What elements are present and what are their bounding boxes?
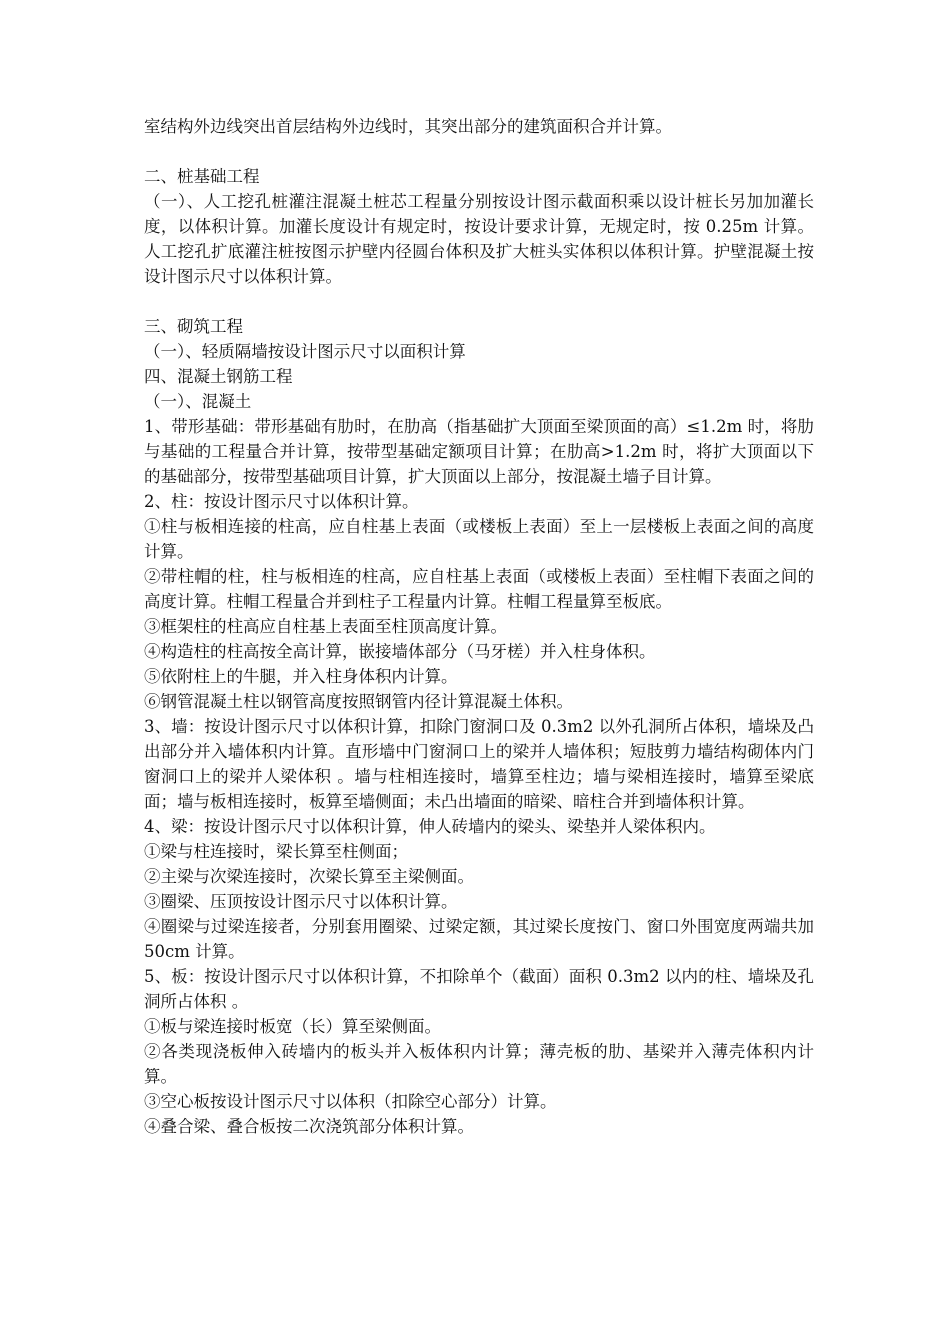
- subheading-concrete: （一）、混凝土: [144, 392, 252, 411]
- list-item-beam-2: ②主梁与次梁连接时，次梁长算至主梁侧面。: [144, 867, 474, 886]
- paragraph-light-partition: （一）、轻质隔墙按设计图示尺寸以面积计算: [144, 342, 466, 361]
- paragraph-beam: 4、梁：按设计图示尺寸以体积计算，伸人砖墙内的梁头、梁垫并人梁体积内。: [144, 817, 716, 836]
- list-item-column-4: ④构造柱的柱高按全高计算，嵌接墙体部分（马牙槎）并入柱身体积。: [144, 642, 656, 661]
- paragraph-manual-bored-pile: （一）、人工挖孔桩灌注混凝土桩芯工程量分别按设计图示截面积乘以设计桩长另加加灌长度，以体积计算。加灌长度设计有规定时，按设计要求计算，无规定时，按 0.25m 计算。人工挖孔扩底灌注桩按图示护壁内径圆台体积及扩大桩头实体积以体积计算。护壁混凝土按设计图示尺寸以体积计算。: [144, 192, 814, 286]
- list-item-column-5: ⑤依附柱上的牛腿，并入柱身体积内计算。: [144, 667, 458, 686]
- blank-line: [144, 139, 814, 164]
- list-item-slab-2: ②各类现浇板伸入砖墙内的板头并入板体积内计算；薄壳板的肋、基梁并入薄壳体积内计算。: [144, 1042, 814, 1086]
- list-item-slab-4: ④叠合梁、叠合板按二次浇筑部分体积计算。: [144, 1117, 474, 1136]
- list-item-column-6: ⑥钢管混凝土柱以钢管高度按照钢管内径计算混凝土体积。: [144, 692, 573, 711]
- list-item-beam-4: ④圈梁与过梁连接者，分别套用圈梁、过梁定额，其过梁长度按门、窗口外围宽度两端共加 50cm 计算。: [144, 917, 814, 961]
- list-item-column-2: ②带柱帽的柱，柱与板相连的柱高，应自柱基上表面（或楼板上表面）至柱帽下表面之间的高度计算。柱帽工程量合并到柱子工程量内计算。柱帽工程量算至板底。: [144, 567, 814, 611]
- list-item-beam-1: ①梁与柱连接时，梁长算至柱侧面；: [144, 842, 408, 861]
- paragraph-strip-foundation: 1、带形基础：带形基础有肋时，在肋高（指基础扩大顶面至梁顶面的高）≤1.2m 时，将肋与基础的工程量合并计算，按带型基础定额项目计算；在肋高>1.2m 时，将扩大顶面以下的基础部分，按带型基础项目计算，扩大顶面以上部分，按混凝土墙子目计算。: [144, 417, 814, 486]
- list-item-slab-3: ③空心板按设计图示尺寸以体积（扣除空心部分）计算。: [144, 1092, 557, 1111]
- paragraph-wall: 3、墙：按设计图示尺寸以体积计算，扣除门窗洞口及 0.3m2 以外孔洞所占体积，墙垛及凸出部分并入墙体积内计算。直形墙中门窗洞口上的梁并人墙体积；短肢剪力墙结构砌体内门窗洞口上的梁并人梁体积 。墙与柱相连接时，墙算至柱边；墙与梁相连接时，墙算至梁底面；墙与板相连接时，板算至墙侧面；未凸出墙面的暗梁、暗柱合并到墙体积计算。: [144, 717, 814, 811]
- heading-concrete-rebar: 四、混凝土钢筋工程: [144, 367, 293, 386]
- list-item-slab-1: ①板与梁连接时板宽（长）算至梁侧面。: [144, 1017, 441, 1036]
- paragraph-column: 2、柱：按设计图示尺寸以体积计算。: [144, 492, 419, 511]
- document-body: [144, 114, 814, 1139]
- heading-pile-foundation: 二、桩基础工程: [144, 167, 260, 186]
- list-item-column-1: ①柱与板相连接的柱高，应自柱基上表面（或楼板上表面）至上一层楼板上表面之间的高度计算。: [144, 517, 814, 561]
- paragraph-slab: 5、板：按设计图示尺寸以体积计算，不扣除单个（截面）面积 0.3m2 以内的柱、墙垛及孔洞所占体积 。: [144, 967, 814, 1011]
- blank-line: [144, 289, 814, 314]
- list-item-column-3: ③框架柱的柱高应自柱基上表面至柱顶高度计算。: [144, 617, 507, 636]
- list-item-beam-3: ③圈梁、压顶按设计图示尺寸以体积计算。: [144, 892, 458, 911]
- paragraph-continuation: 室结构外边线突出首层结构外边线时，其突出部分的建筑面积合并计算。: [144, 117, 672, 136]
- heading-masonry: 三、砌筑工程: [144, 317, 243, 336]
